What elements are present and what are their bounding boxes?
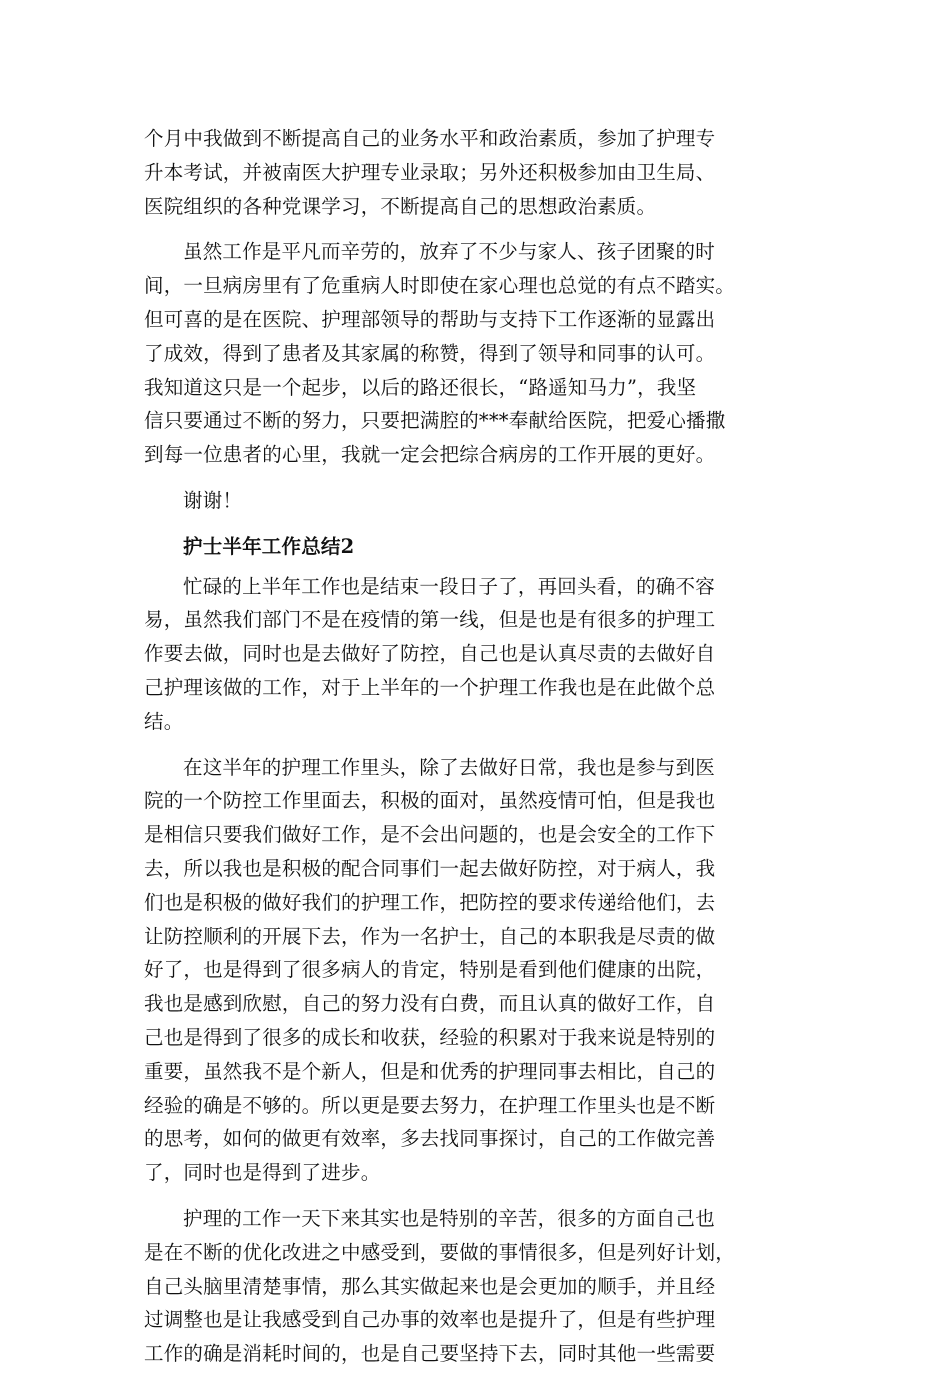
paragraph-efficiency: 护理的工作一天下来其实也是特别的辛苦，很多的方面自己也 是在不断的优化改进之中感受到，要做的事情很多，但是列好计划， 自己头脑里清楚事情，那么其实做起来也是会更加的顺手，并且经 过调整也是让我感受到自己办事的效率也是提升了，但是有些护理 工作的确是消耗时间的，也是自己要坚持下去，同时其他一些需要 (144, 1206, 736, 1366)
paragraph-work-summary: 虽然工作是平凡而辛劳的，放弃了不少与家人、孩子团聚的时 间，一旦病房里有了危重病人时即使在家心理也总觉的有点不踏实。 但可喜的是在医院、护理部领导的帮助与支持下工作逐渐的显露出 了成效，得到了患者及其家属的称赞，得到了领导和同事的认可。 我知道这只是一个起步，以后的路还很长，“路遥知马力”，我坚 信只要通过不断的努力，只要把满腔的***奉献给医院，把爱心播撒 到每一位患者的心里，我就一定会把综合病房的工作开展的更好。 (144, 240, 736, 467)
paragraph-prevention: 在这半年的护理工作里头，除了去做好日常，我也是参与到医 院的一个防控工作里面去，积极的面对，虽然疫情可怕，但是我也 是相信只要我们做好工作，是不会出问题的，也是会安全的工作下 去，所以我也是积极的配合同事们一起去做好防控，对于病人，我 们也是积极的做好我们的护理工作，把防控的要求传递给他们，去 让防控顺利的开展下去，作为一名护士，自己的本职我是尽责的做 好了，也是得到了很多病人的肯定，特别是看到他们健康的出院， 我也是感到欣慰，自己的努力没有白费，而且认真的做好工作，自 己也是得到了很多的成长和收获，经验的积累对于我来说是特别的 重要，虽然我不是个新人，但是和优秀的护理同事去相比，自己的 经验的确是不够的。所以更是要去努力，在护理工作里头也是不断 的思考，如何的做更有效率，多去找同事探讨，自己的工作做完善 了，同时也是得到了进步。 (144, 755, 716, 1185)
paragraph-thanks: 谢谢！ (183, 488, 243, 512)
paragraph-intro: 忙碌的上半年工作也是结束一段日子了，再回头看，的确不容 易，虽然我们部门不是在疫情的第一线，但是也是有很多的护理工 作要去做，同时也是去做好了防控，自己也是认真尽责的去做好自 己护理该做的工作，对于上半年的一个护理工作我也是在此做个总 结。 (144, 574, 716, 733)
paragraph-continued: 个月中我做到不断提高自己的业务水平和政治素质，参加了护理专 升本考试，并被南医大护理专业录取；另外还积极参加由卫生局、 医院组织的各种党课学习，不断提高自己的思想政治素质。 (144, 127, 716, 218)
document-page (144, 122, 808, 1383)
section-heading: 护士半年工作总结2 (183, 534, 355, 558)
